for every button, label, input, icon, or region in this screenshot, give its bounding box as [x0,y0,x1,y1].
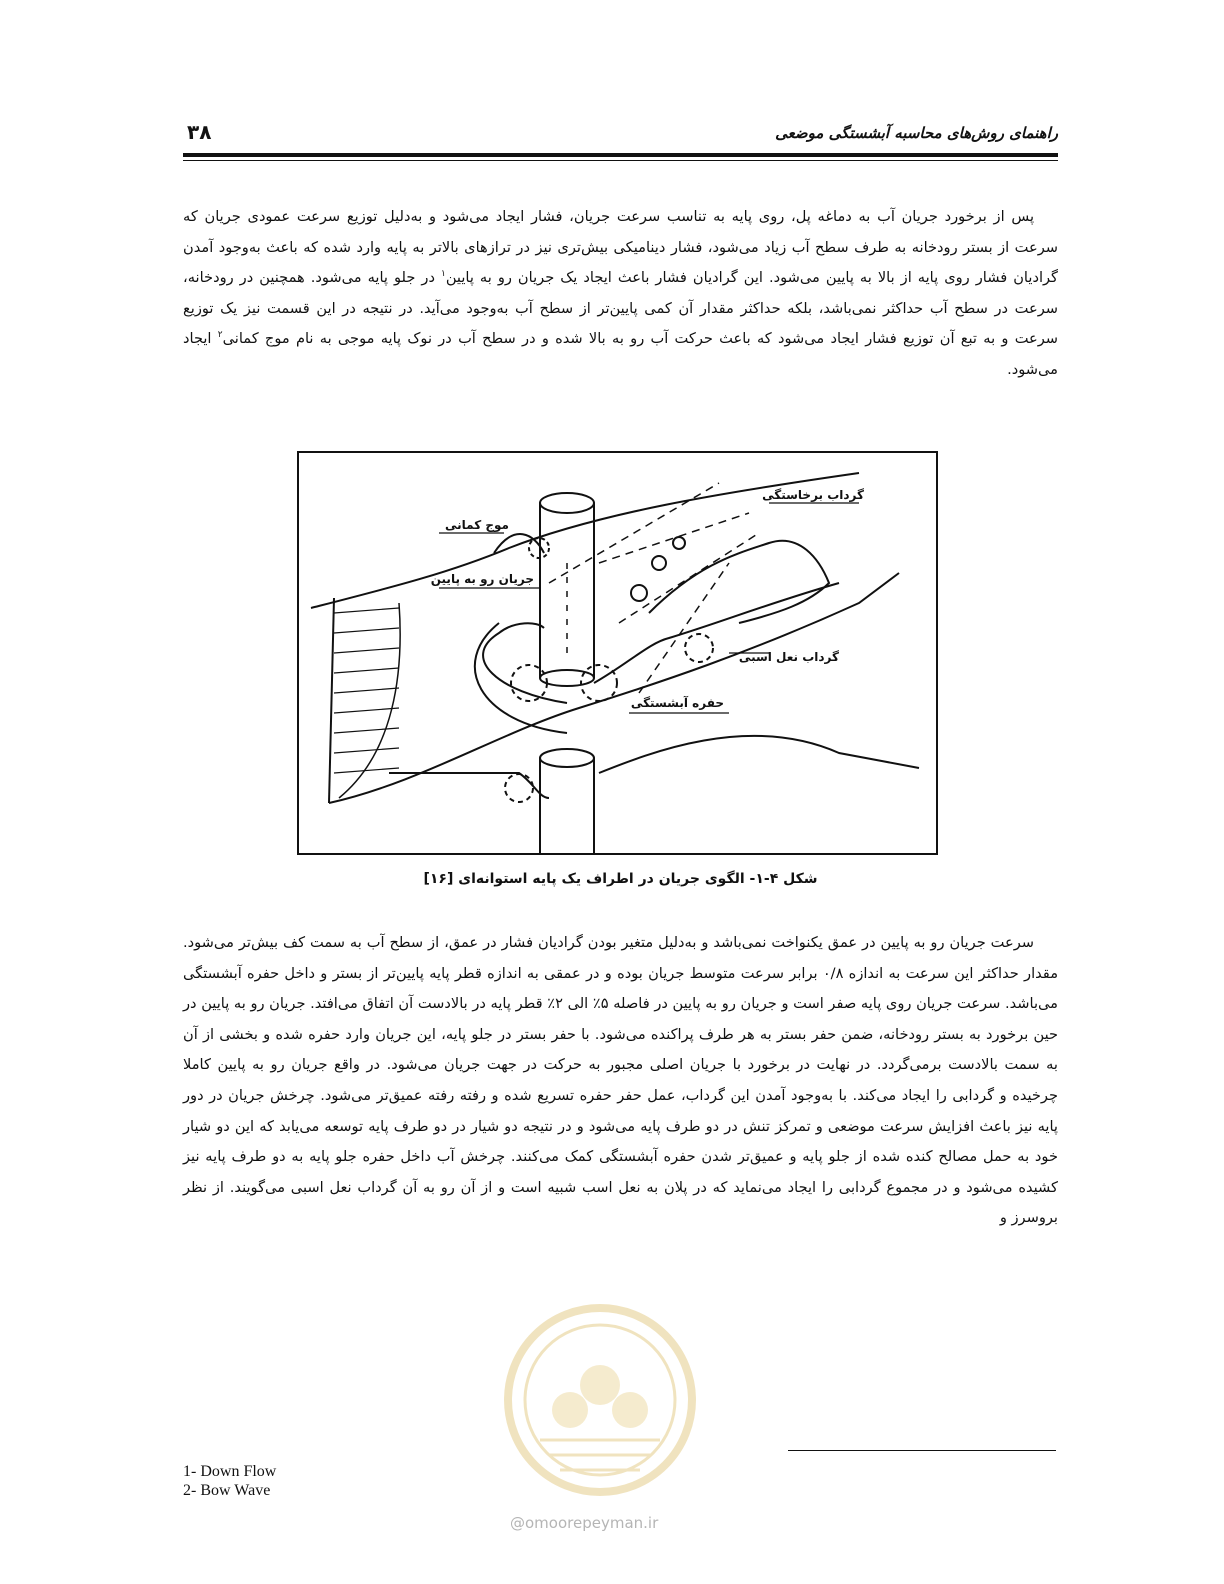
label-down-flow: جریان رو به پایین [430,572,534,586]
p2-line-1: سرعت جریان رو به پایین در عمق یکنواخت نمی‌باشد و به‌دلیل متغیر بودن گرادیان فشار در عمق، از سطح آب به سمت کف [282,934,1035,951]
label-wake-vortex: گرداب برخاستگی [762,488,864,502]
p1-line-6: سطح آب در نوک پایه موجی به نام موج کمانی [222,330,516,348]
footnote-ref-1: ۱ [440,269,446,280]
label-horseshoe-vortex: گرداب نعل اسبی [738,650,839,664]
watermark-url: @omoorepeyman.ir [510,1514,659,1532]
footnote-1: 1- Down Flow [183,1463,277,1480]
p1-line-5: می‌آید. در نتیجه در این قسمت نیز یک توزیع سرعت و به تبع آن توزیع فشار ایجاد می‌شود که باعث حرکت آب رو به بالا شده و در [183,299,1059,348]
page-number: ۳۸ [187,120,212,144]
figure-caption: شکل ۴-۱- الگوی جریان در اطراف یک پایه استوانه‌ای [۱۶] [423,871,818,887]
header-rule [183,153,1058,157]
p2-line-9: پایه و عمیق‌تر شدن حفره آبشستگی کمک می‌کنند. چرخش آب داخل حفره جلو پایه به دو طرف پایه نیز کشیده می‌شود و در [183,1148,1059,1196]
watermark-logo [500,1300,700,1500]
p2-line-8: در دو طرف پایه می‌شود و در نتیجه دو شیار در دو طرف پایه توسعه می‌یابد که این دو شیار خود به حمل مصالح کنده شده از جلو [183,1117,1058,1166]
flow-diagram [299,453,936,853]
header-rule-thin [183,160,1058,161]
footnotes [183,1462,276,1500]
running-title: راهنمای روش‌های محاسبه آبشستگی موضعی [775,124,1058,142]
p1-line-4: پایه می‌شود. همچنین در رودخانه، سرعت در سطح آب حداکثر نمی‌باشد، بلکه حداکثر مقدار آن کمی پایین‌تر از سطح آب به‌وجود [183,269,1058,317]
p1-line-2: جریان که سرعت از بستر رودخانه به طرف سطح آب زیاد می‌شود، فشار دینامیکی بیش‌تری نیز در ترازهای بالاتر به پایه وارد شده [183,208,1058,256]
p2-line-5: جلو پایه، این جریان وارد حفره شده و بخشی از آن به سمت بالادست برمی‌گردد. در نهایت در برخورد با جریان اصلی مجبور به [183,1025,1058,1074]
p2-line-6: حرکت در جهت جریان می‌شود. در واقع جریان رو به پایین کاملا چرخیده و گردابی را ایجاد می‌کند. با به‌وجود آمدن این گرداب، [183,1056,1059,1104]
label-bow-wave: موج کمانی [445,518,509,532]
p1-line-6b: ایجاد می‌شود. [183,330,1058,378]
footnote-rule [788,1450,1056,1451]
p2-line-3: و داخل حفره آبشستگی می‌باشد. سرعت جریان روی پایه صفر است و جریان رو به پایین در فاصله ۵٪ الی ۲٪ قطر پایه در بالادست [183,964,1058,1013]
footnote-ref-2: ۲ [217,330,223,341]
p2-line-4: آن اتفاق می‌افتد. جریان رو به پایین در حین برخورد به بستر رودخانه، ضمن حفر بستر به هر طرف پراکنده می‌شود. با حفر بستر در [183,995,1059,1043]
p2-line-7: عمل حفر حفره تسریع شده و رفته رفته عمیق‌تر می‌شود. چرخش جریان در دور پایه نیز باعث افزایش سرعت موضعی و تمرکز تنش [183,1086,1058,1135]
p2-line-2: بیش‌تر می‌شود. مقدار حداکثر این سرعت به اندازه ۰/۸ برابر سرعت متوسط جریان بوده و در عمقی به اندازه قطر پایه پایین‌تر از بستر [183,934,1059,982]
paragraph-2 [183,928,1058,1234]
figure-flow-pattern [297,451,938,855]
p1-line-3b: در جلو [394,269,441,287]
footnote-2: 2- Bow Wave [183,1482,271,1499]
paragraph-1 [183,202,1058,386]
page-header [183,118,1058,158]
p1-line-1: پس از برخورد جریان آب به دماغه پل، روی پایه به تناسب سرعت جریان، فشار ایجاد می‌شود و به‌دلیل توزیع سرعت عمودی [247,208,1035,225]
p1-line-3: که باعث به‌وجود آمدن گرادیان فشار روی پایه از بالا به پایین می‌شود. این گرادیان فشار باعث ایجاد یک جریان رو به پایین [183,238,1058,287]
p2-line-10: مجموع گردابی را ایجاد می‌نماید که در پلان به نعل اسب شبیه است و از آن رو به آن گرداب نعل اسبی می‌گویند. از نظر بروسرز و [183,1178,1058,1227]
label-scour-hole: حفره آبشستگی [630,696,724,710]
